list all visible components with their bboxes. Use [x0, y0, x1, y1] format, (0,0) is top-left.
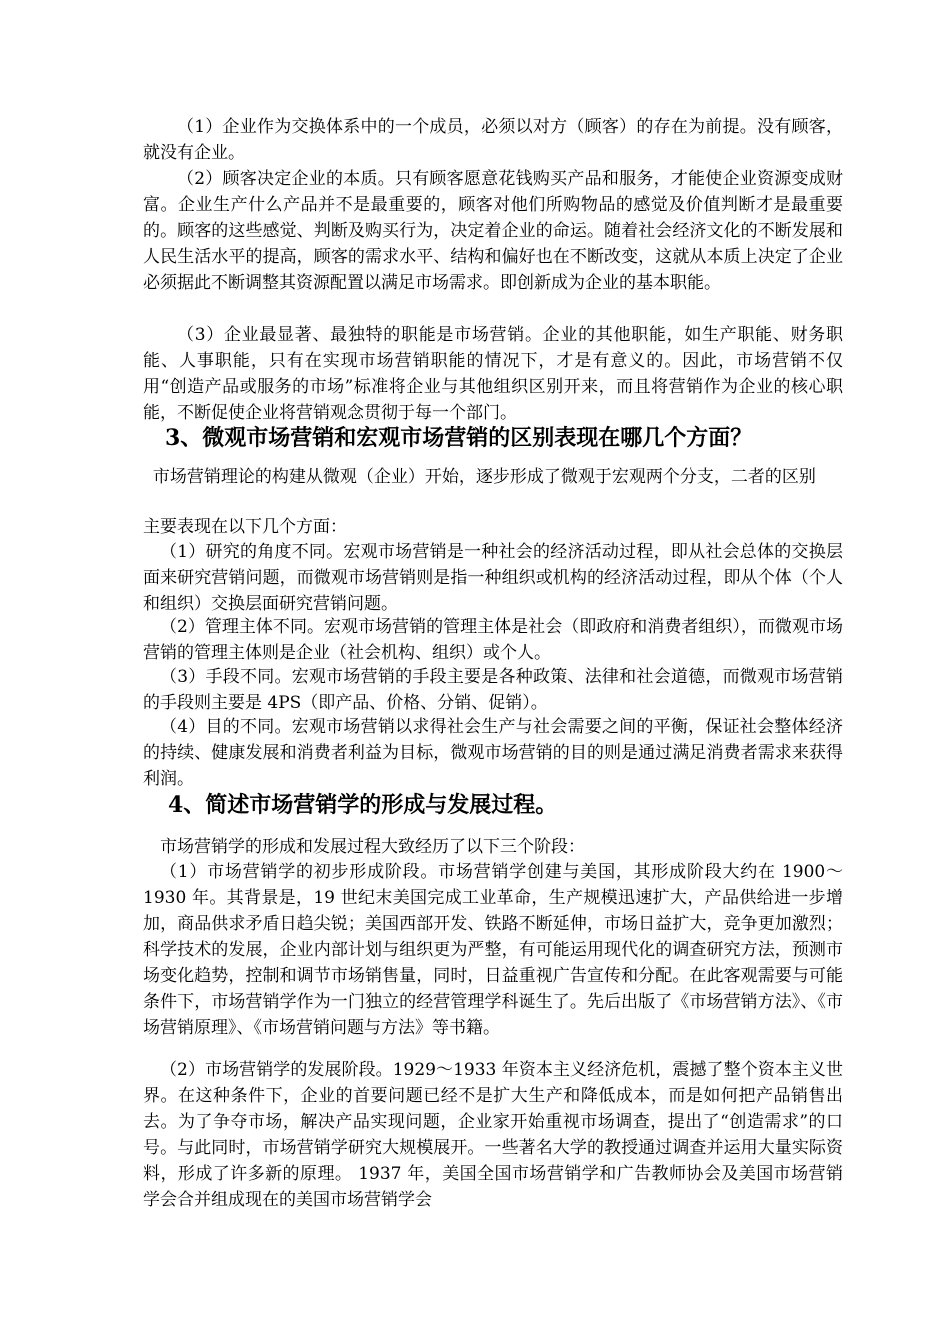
- section-3-point-3: （3）手段不同。宏观市场营销的手段主要是各种政策、法律和社会道德，而微观市场营销的手段则主要是 4PS（即产品、价格、分销、促销）。: [143, 667, 843, 713]
- paragraph-2: （2）顾客决定企业的本质。只有顾客愿意花钱购买产品和服务，才能使企业资源变成财富。企业生产什么产品并不是最重要的，顾客对他们所购物品的感觉及价值判断才是最重要的。顾客的这些感觉、判断及购买行为，决定着企业的命运。随着社会经济文化的不断发展和人民生活水平的提高，顾客的需求水平、结构和偏好也在不断改变，这就从本质上决定了企业必须据此不断调整其资源配置以满足市场需求。即创新成为企业的基本职能。: [143, 169, 843, 293]
- section-3-point-2: （2）管理主体不同。宏观市场营销的管理主体是社会（即政府和消费者组织），而微观市场营销的管理主体则是企业（社会机构、组织）或个人。: [143, 617, 843, 663]
- section-4-point-1: （1）市场营销学的初步形成阶段。市场营销学创建与美国，其形成阶段大约在 1900～1930 年。其背景是，19 世纪末美国完成工业革命，生产规模迅速扩大，产品供给进一步增加，商品供求矛盾日趋尖锐；美国西部开发、铁路不断延伸，市场日益扩大，竞争更加激烈；科学技术的发展，企业内部计划与组织更为严整，有可能运用现代化的调查研究方法，预测市场变化趋势，控制和调节市场销售量，同时，日益重视广告宣传和分配。在此客观需要与可能条件下，市场营销学作为一门独立的经营管理学科诞生了。先后出版了《市场营销方法》、《市场营销原理》、《市场营销问题与方法》等书籍。: [143, 862, 843, 1038]
- section-4-intro: 市场营销学的形成和发展过程大致经历了以下三个阶段：: [160, 837, 585, 857]
- section-4-point-2: （2）市场营销学的发展阶段。1929～1933 年资本主义经济危机，震撼了整个资本主义世界。在这种条件下，企业的首要问题已经不是扩大生产和降低成本，而是如何把产品销售出去。为了争夺市场，解决产品实现问题，企业家开始重视市场调查，提出了“创造需求”的口号。与此同时，市场营销学研究大规模展开。一些著名大学的教授通过调查并运用大量实际资料，形成了许多新的原理。 1937 年，美国全国市场营销学和广告教师协会及美国市场营销学会合并组成现在的美国市场营销学会: [143, 1060, 843, 1210]
- paragraph-1: （1）企业作为交换体系中的一个成员，必须以对方（顾客）的存在为前提。没有顾客，就没有企业。: [143, 117, 843, 163]
- section-3-intro: 市场营销理论的构建从微观（企业）开始，逐步形成了微观于宏观两个分支，二者的区别: [152, 467, 816, 487]
- section-3-point-4: （4）目的不同。宏观市场营销以求得社会生产与社会需要之间的平衡，保证社会整体经济的持续、健康发展和消费者利益为目标，微观市场营销的目的则是通过满足消费者需求来获得利润。: [143, 717, 843, 789]
- section-4-heading: 4、简述市场营销学的形成与发展过程。: [168, 792, 558, 818]
- section-3-point-1: （1）研究的角度不同。宏观市场营销是一种社会的经济活动过程，即从社会总体的交换层面来研究营销问题，而微观市场营销则是指一种组织或机构的经济活动过程，即从个体（个人和组织）交换层面研究营销问题。: [143, 542, 843, 614]
- section-3-heading: 3、微观市场营销和宏观市场营销的区别表现在哪几个方面？: [165, 425, 753, 451]
- paragraph-3: （3）企业最显著、最独特的职能是市场营销。企业的其他职能，如生产职能、财务职能、人事职能，只有在实现市场营销职能的情况下，才是有意义的。因此，市场营销不仅用“创造产品或服务的市场”标准将企业与其他组织区别开来，而且将营销作为企业的核心职能，不断促使企业将营销观念贯彻于每一个部门。: [143, 325, 843, 423]
- section-3-intro-2: 主要表现在以下几个方面：: [143, 517, 347, 537]
